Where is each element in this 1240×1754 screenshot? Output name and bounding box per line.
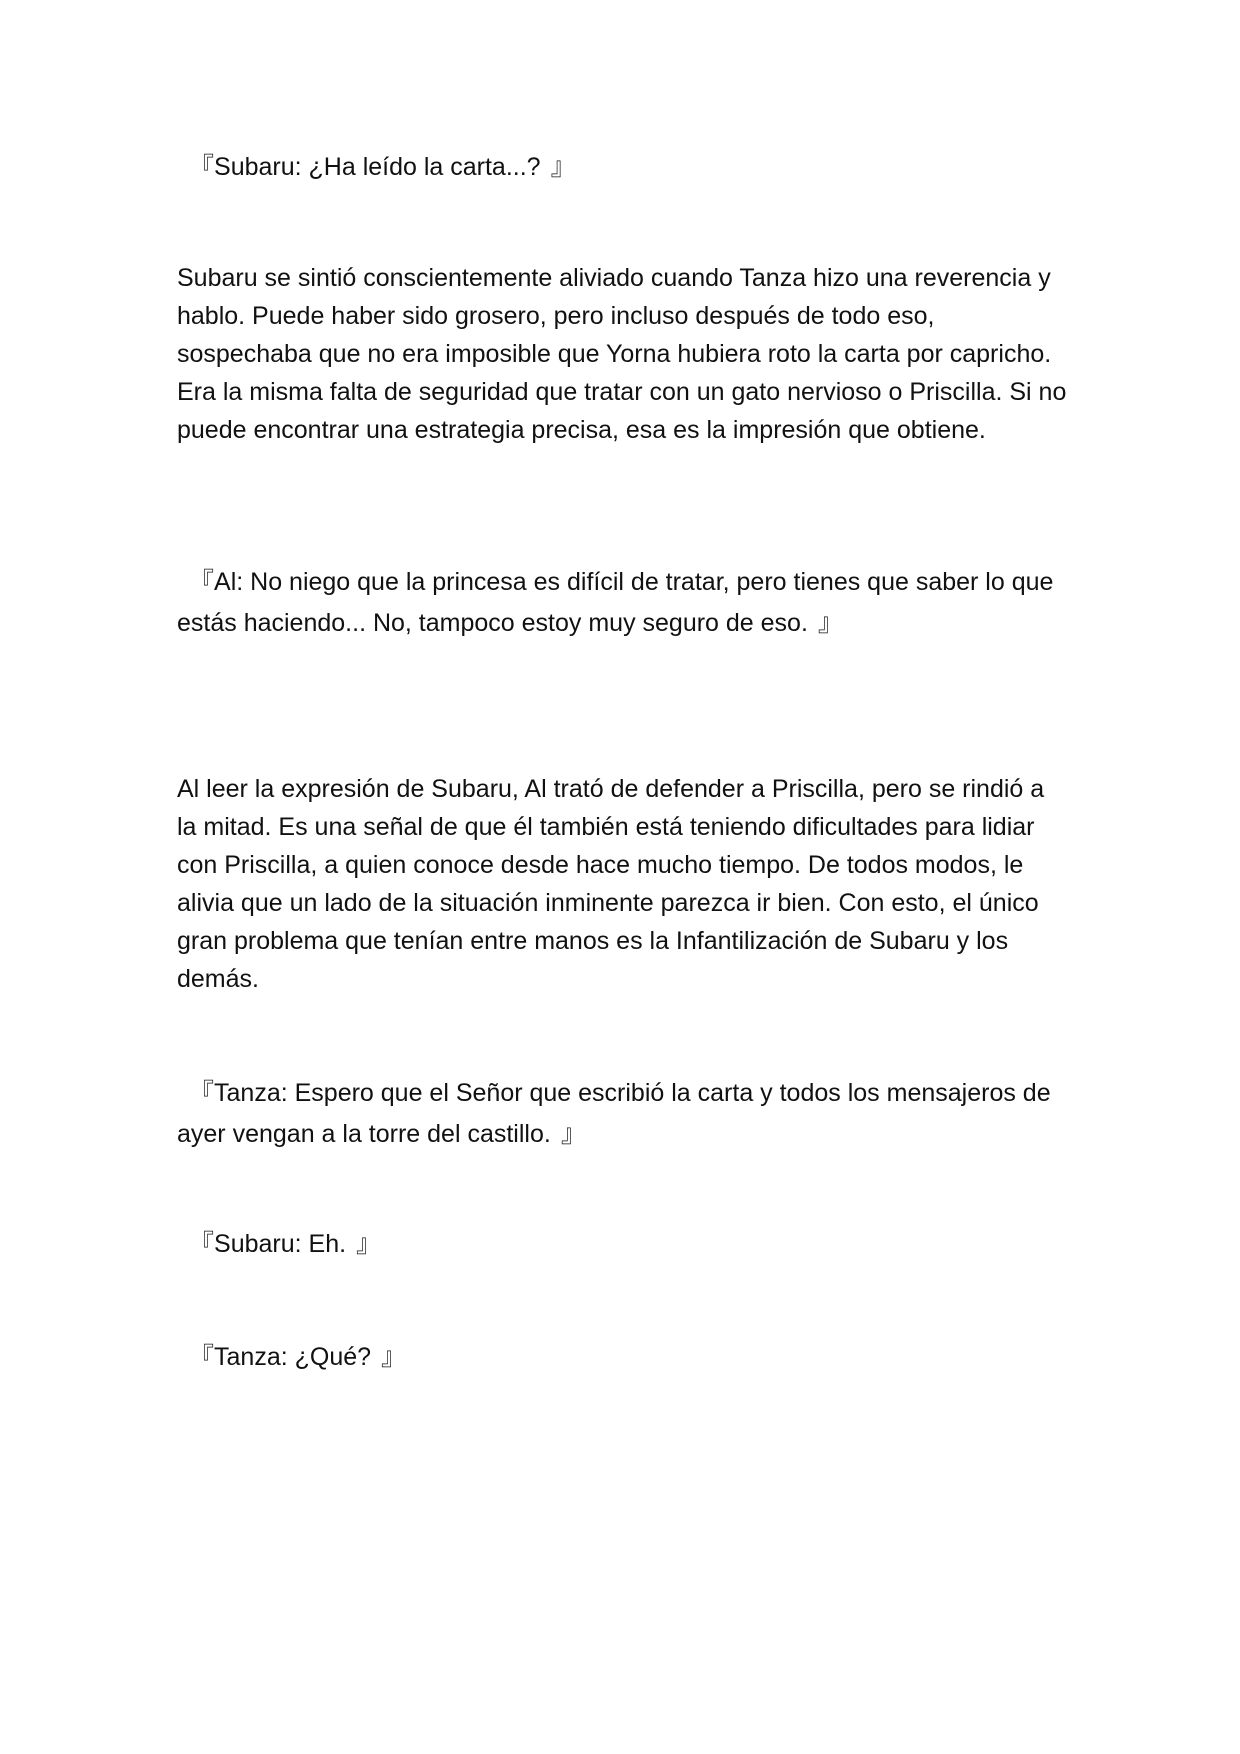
close-bracket: 』 bbox=[381, 1343, 407, 1371]
dialogue-line bbox=[177, 1225, 1067, 1263]
narration-paragraph bbox=[177, 770, 1067, 998]
narration-text: Al leer la expresión de Subaru, Al trató de defender a Priscilla, pero se rindió a la mitad. Es una señal de que él también está teniendo dificultades para lidiar con Priscilla, a quien conoce desde hace mucho tiempo. De todos modos, le alivia que un lado de la situación inminente parezca ir bien. Con esto, el único gran problema que tenían entre manos es la Infantilización de Subaru y los demás. bbox=[177, 775, 1045, 993]
dialogue-text: Tanza: Espero que el Señor que escribió la carta y todos los mensajeros de ayer vengan a la torre del castillo. bbox=[177, 1079, 1051, 1148]
open-bracket: 『 bbox=[189, 1343, 215, 1371]
open-bracket: 『 bbox=[189, 153, 215, 181]
dialogue-text: Al: No niego que la princesa es difícil de tratar, pero tienes que saber lo que estás haciendo... No, tampoco estoy muy seguro de eso. bbox=[177, 568, 1054, 637]
dialogue-line bbox=[177, 1073, 1067, 1155]
narration-text: Subaru se sintió conscientemente aliviado cuando Tanza hizo una reverencia y hablo. Puede haber sido grosero, pero incluso después de todo eso, sospechaba que no era imposible que Yorna hubiera roto la carta por capricho. Era la misma falta de seguridad que tratar con un gato nervioso o Priscilla. Si no puede encontrar una estrategia precisa, esa es la impresión que obtiene. bbox=[177, 264, 1067, 444]
close-bracket: 』 bbox=[817, 609, 843, 637]
dialogue-text: Subaru: ¿Ha leído la carta...? bbox=[214, 153, 541, 181]
close-bracket: 』 bbox=[550, 153, 576, 181]
open-bracket: 『 bbox=[189, 1230, 215, 1258]
close-bracket: 』 bbox=[356, 1230, 382, 1258]
dialogue-line bbox=[177, 1338, 1067, 1376]
dialogue-line bbox=[177, 148, 1067, 186]
narration-paragraph bbox=[177, 259, 1067, 449]
close-bracket: 』 bbox=[560, 1120, 586, 1148]
open-bracket: 『 bbox=[189, 1079, 215, 1107]
dialogue-line bbox=[177, 562, 1067, 644]
dialogue-text: Subaru: Eh. bbox=[214, 1230, 347, 1258]
dialogue-text: Tanza: ¿Qué? bbox=[214, 1343, 372, 1371]
open-bracket: 『 bbox=[189, 568, 215, 596]
